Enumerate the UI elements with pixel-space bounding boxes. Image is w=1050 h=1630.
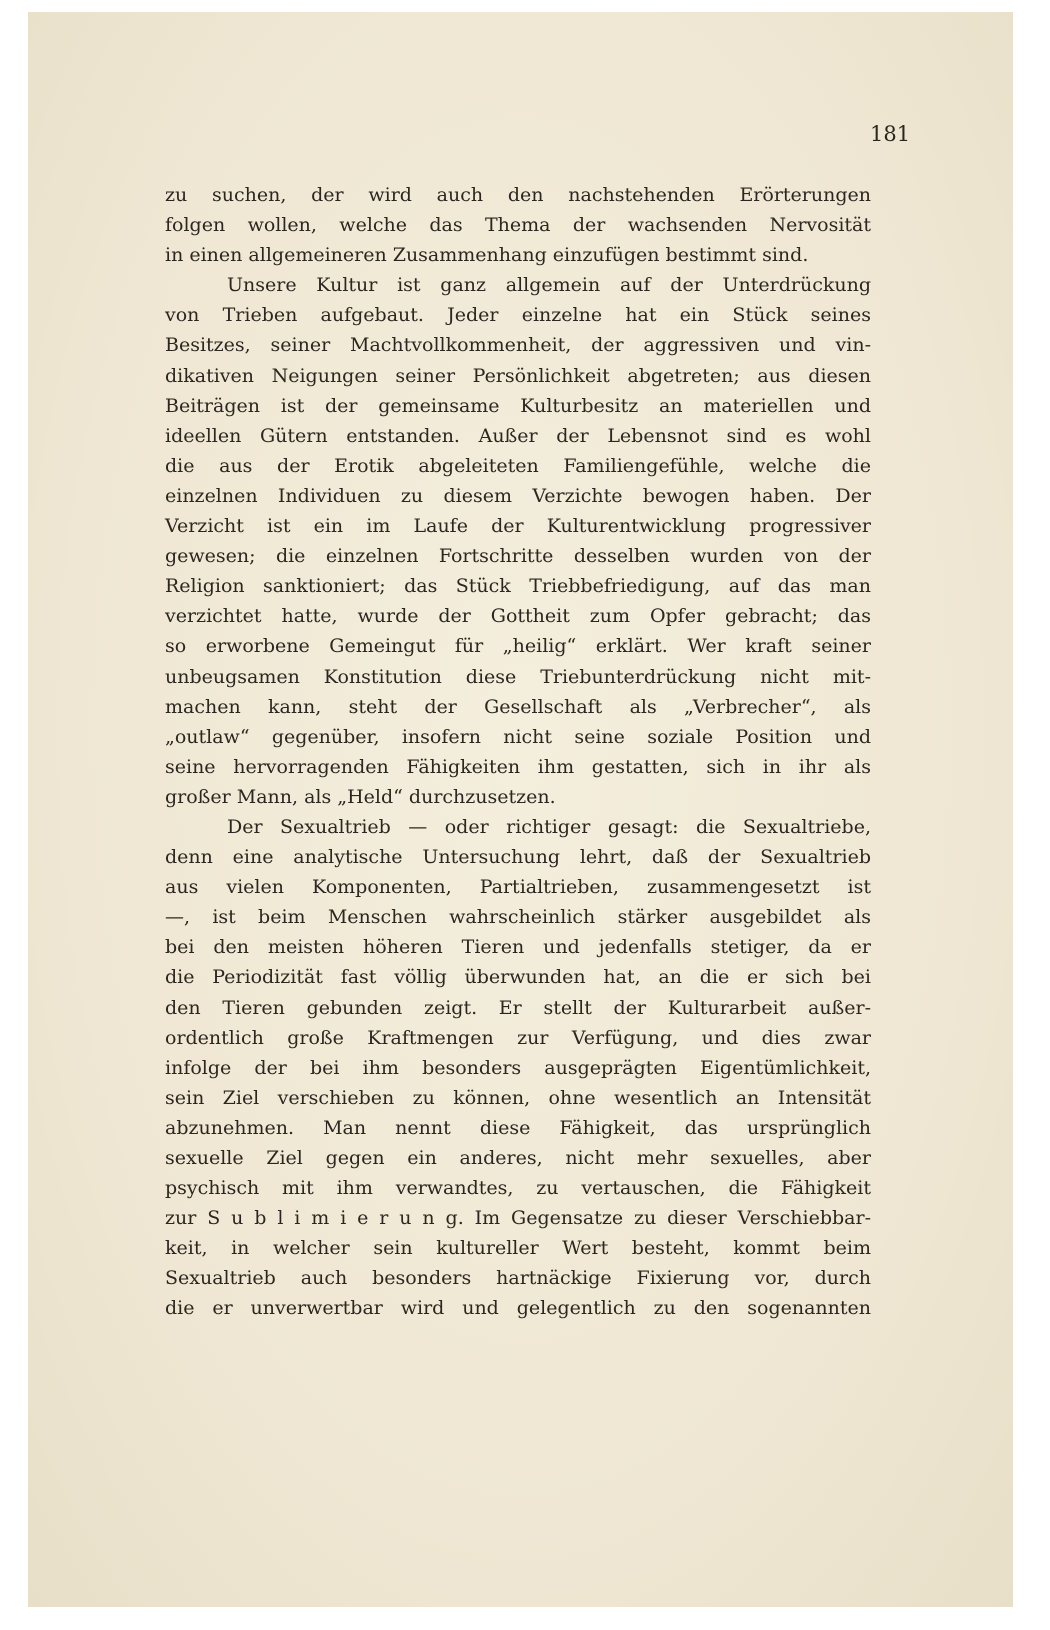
text-line: die er unverwertbar wird und gelegentlich zu den sogenannten <box>165 1297 871 1320</box>
text-line: die aus der Erotik abgeleiteten Familiengefühle, welche die <box>165 454 871 477</box>
text-line: zur S u b l i m i e r u n g. Im Gegensatze zu dieser Verschiebbar- <box>165 1207 871 1230</box>
text-line: in einen allgemeineren Zusammenhang einzufügen bestimmt sind. <box>165 244 809 267</box>
text-line: sein Ziel verschieben zu können, ohne wesentlich an Intensität <box>165 1086 871 1109</box>
text-line: folgen wollen, welche das Thema der wachsenden Nervosität <box>165 214 871 237</box>
text-line: aus vielen Komponenten, Partialtrieben, zusammengesetzt ist <box>165 876 871 899</box>
text-line: Sexualtrieb auch besonders hartnäckige Fixierung vor, durch <box>165 1267 871 1290</box>
text-line: dikativen Neigungen seiner Persönlichkeit abgetreten; aus diesen <box>165 364 871 387</box>
text-line: Verzicht ist ein im Laufe der Kulturentwicklung progressiver <box>165 515 871 538</box>
text-line: denn eine analytische Untersuchung lehrt, daß der Sexualtrieb <box>165 846 871 869</box>
text-line: einzelnen Individuen zu diesem Verzichte bewogen haben. Der <box>165 484 871 507</box>
text-line: ideellen Gütern entstanden. Außer der Lebensnot sind es wohl <box>165 424 871 447</box>
text-line: keit, in welcher sein kultureller Wert besteht, kommt beim <box>165 1237 871 1260</box>
text-line: gewesen; die einzelnen Fortschritte desselben wurden von der <box>165 545 871 568</box>
text-line: psychisch mit ihm verwandtes, zu vertauschen, die Fähigkeit <box>165 1177 871 1200</box>
text-line: —, ist beim Menschen wahrscheinlich stärker ausgebildet als <box>165 906 871 929</box>
text-line: seine hervorragenden Fähigkeiten ihm gestatten, sich in ihr als <box>165 755 871 778</box>
book-page <box>28 12 1013 1607</box>
text-line: von Trieben aufgebaut. Jeder einzelne hat ein Stück seines <box>165 304 871 327</box>
text-line: den Tieren gebunden zeigt. Er stellt der Kulturarbeit außer- <box>165 996 871 1019</box>
text-line: Religion sanktioniert; das Stück Triebbefriedigung, auf das man <box>165 575 871 598</box>
text-line: bei den meisten höheren Tieren und jedenfalls stetiger, da er <box>165 936 871 959</box>
text-line: die Periodizität fast völlig überwunden hat, an die er sich bei <box>165 966 871 989</box>
text-line: zu suchen, der wird auch den nachstehenden Erörterungen <box>165 184 871 206</box>
text-line: sexuelle Ziel gegen ein anderes, nicht mehr sexuelles, aber <box>165 1147 871 1169</box>
text-line: großer Mann, als „Held“ durchzusetzen. <box>165 785 556 808</box>
text-line: verzichtet hatte, wurde der Gottheit zum Opfer gebracht; das <box>165 605 871 628</box>
text-line: Der Sexualtrieb — oder richtiger gesagt: die Sexualtriebe, <box>227 815 871 838</box>
text-line: „outlaw“ gegenüber, insofern nicht seine soziale Position und <box>165 725 871 748</box>
text-line: Beiträgen ist der gemeinsame Kulturbesitz an materiellen und <box>165 394 871 417</box>
text-line: unbeugsamen Konstitution diese Triebunterdrückung nicht mit- <box>165 665 871 688</box>
text-line: Besitzes, seiner Machtvollkommenheit, der aggressiven und vin- <box>165 334 871 357</box>
text-line: machen kann, steht der Gesellschaft als „Verbrecher“, als <box>165 695 871 718</box>
text-line: Unsere Kultur ist ganz allgemein auf der Unterdrückung <box>227 274 871 297</box>
text-line: ordentlich große Kraftmengen zur Verfügung, und dies zwar <box>165 1026 871 1049</box>
text-line: so erworbene Gemeingut für „heilig“ erklärt. Wer kraft seiner <box>165 635 871 658</box>
text-line: infolge der bei ihm besonders ausgeprägten Eigentümlichkeit, <box>165 1056 871 1079</box>
page-number: 181 <box>870 122 911 146</box>
text-line: abzunehmen. Man nennt diese Fähigkeit, das ursprünglich <box>165 1116 871 1139</box>
body-text <box>165 180 871 1324</box>
